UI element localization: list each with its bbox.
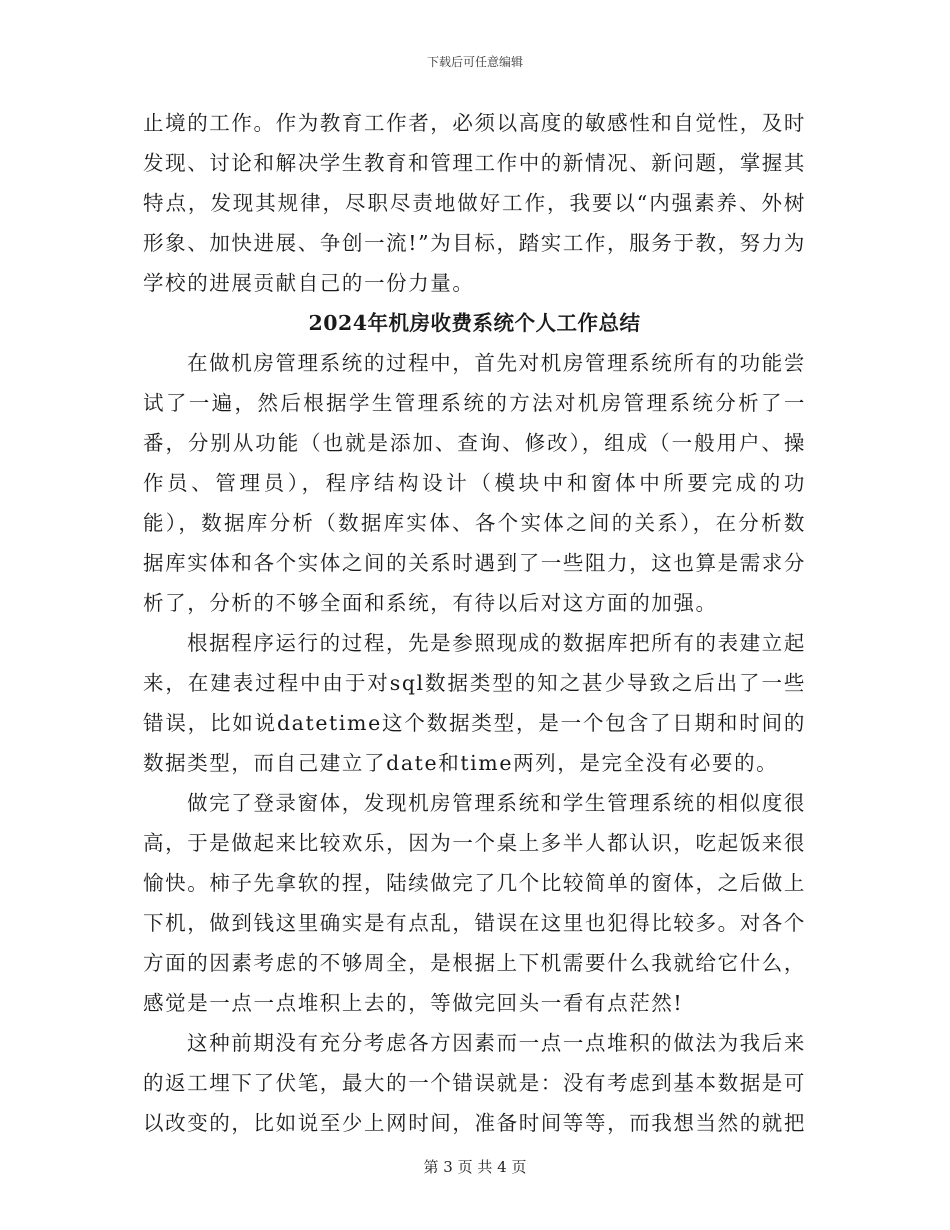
paragraph: 这种前期没有充分考虑各方因素而一点一点堆积的做法为我后来的返工埋下了伏笔，最大的一个错误就是：没有考虑到基本数据是可以改变的，比如说至少上网时间，准备时间等等，而我想当然的就把 — [143, 1031, 806, 1135]
document-body — [143, 103, 806, 1143]
page-header: 下载后可任意编辑 — [426, 55, 523, 69]
section-title: 2024年机房收费系统个人工作总结 — [308, 311, 641, 335]
page-footer: 第 3 页 共 4 页 — [423, 1158, 527, 1176]
paragraph: 根据程序运行的过程，先是参照现成的数据库把所有的表建立起来，在建表过程中由于对sql数据类型的知之甚少导致之后出了一些错误，比如说datetime这个数据类型，是一个包含了日期和时间的数据类型，而自己建立了date和time两列，是完全没有必要的。 — [143, 631, 806, 775]
paragraph: 在做机房管理系统的过程中，首先对机房管理系统所有的功能尝试了一遍，然后根据学生管理系统的方法对机房管理系统分析了一番，分别从功能（也就是添加、查询、修改），组成（一般用户、操作员、管理员），程序结构设计（模块中和窗体中所要完成的功能），数据库分析（数据库实体、各个实体之间的关系），在分析数据库实体和各个实体之间的关系时遇到了一些阻力，这也算是需求分析了，分析的不够全面和系统，有待以后对这方面的加强。 — [143, 351, 806, 615]
paragraph-continuation: 止境的工作。作为教育工作者，必须以高度的敏感性和自觉性，及时发现、讨论和解决学生教育和管理工作中的新情况、新问题，掌握其特点，发现其规律，尽职尽责地做好工作，我要以“内强素养、外树形象、加快进展、争创一流!”为目标，踏实工作，服务于教，努力为学校的进展贡献自己的一份力量。 — [143, 111, 806, 295]
paragraph: 做完了登录窗体，发现机房管理系统和学生管理系统的相似度很高，于是做起来比较欢乐，因为一个桌上多半人都认识，吃起饭来很愉快。柿子先拿软的捏，陆续做完了几个比较简单的窗体，之后做上下机，做到钱这里确实是有点乱，错误在这里也犯得比较多。对各个方面的因素考虑的不够周全，是根据上下机需要什么我就给它什么，感觉是一点一点堆积上去的，等做完回头一看有点茫然! — [143, 791, 806, 1015]
